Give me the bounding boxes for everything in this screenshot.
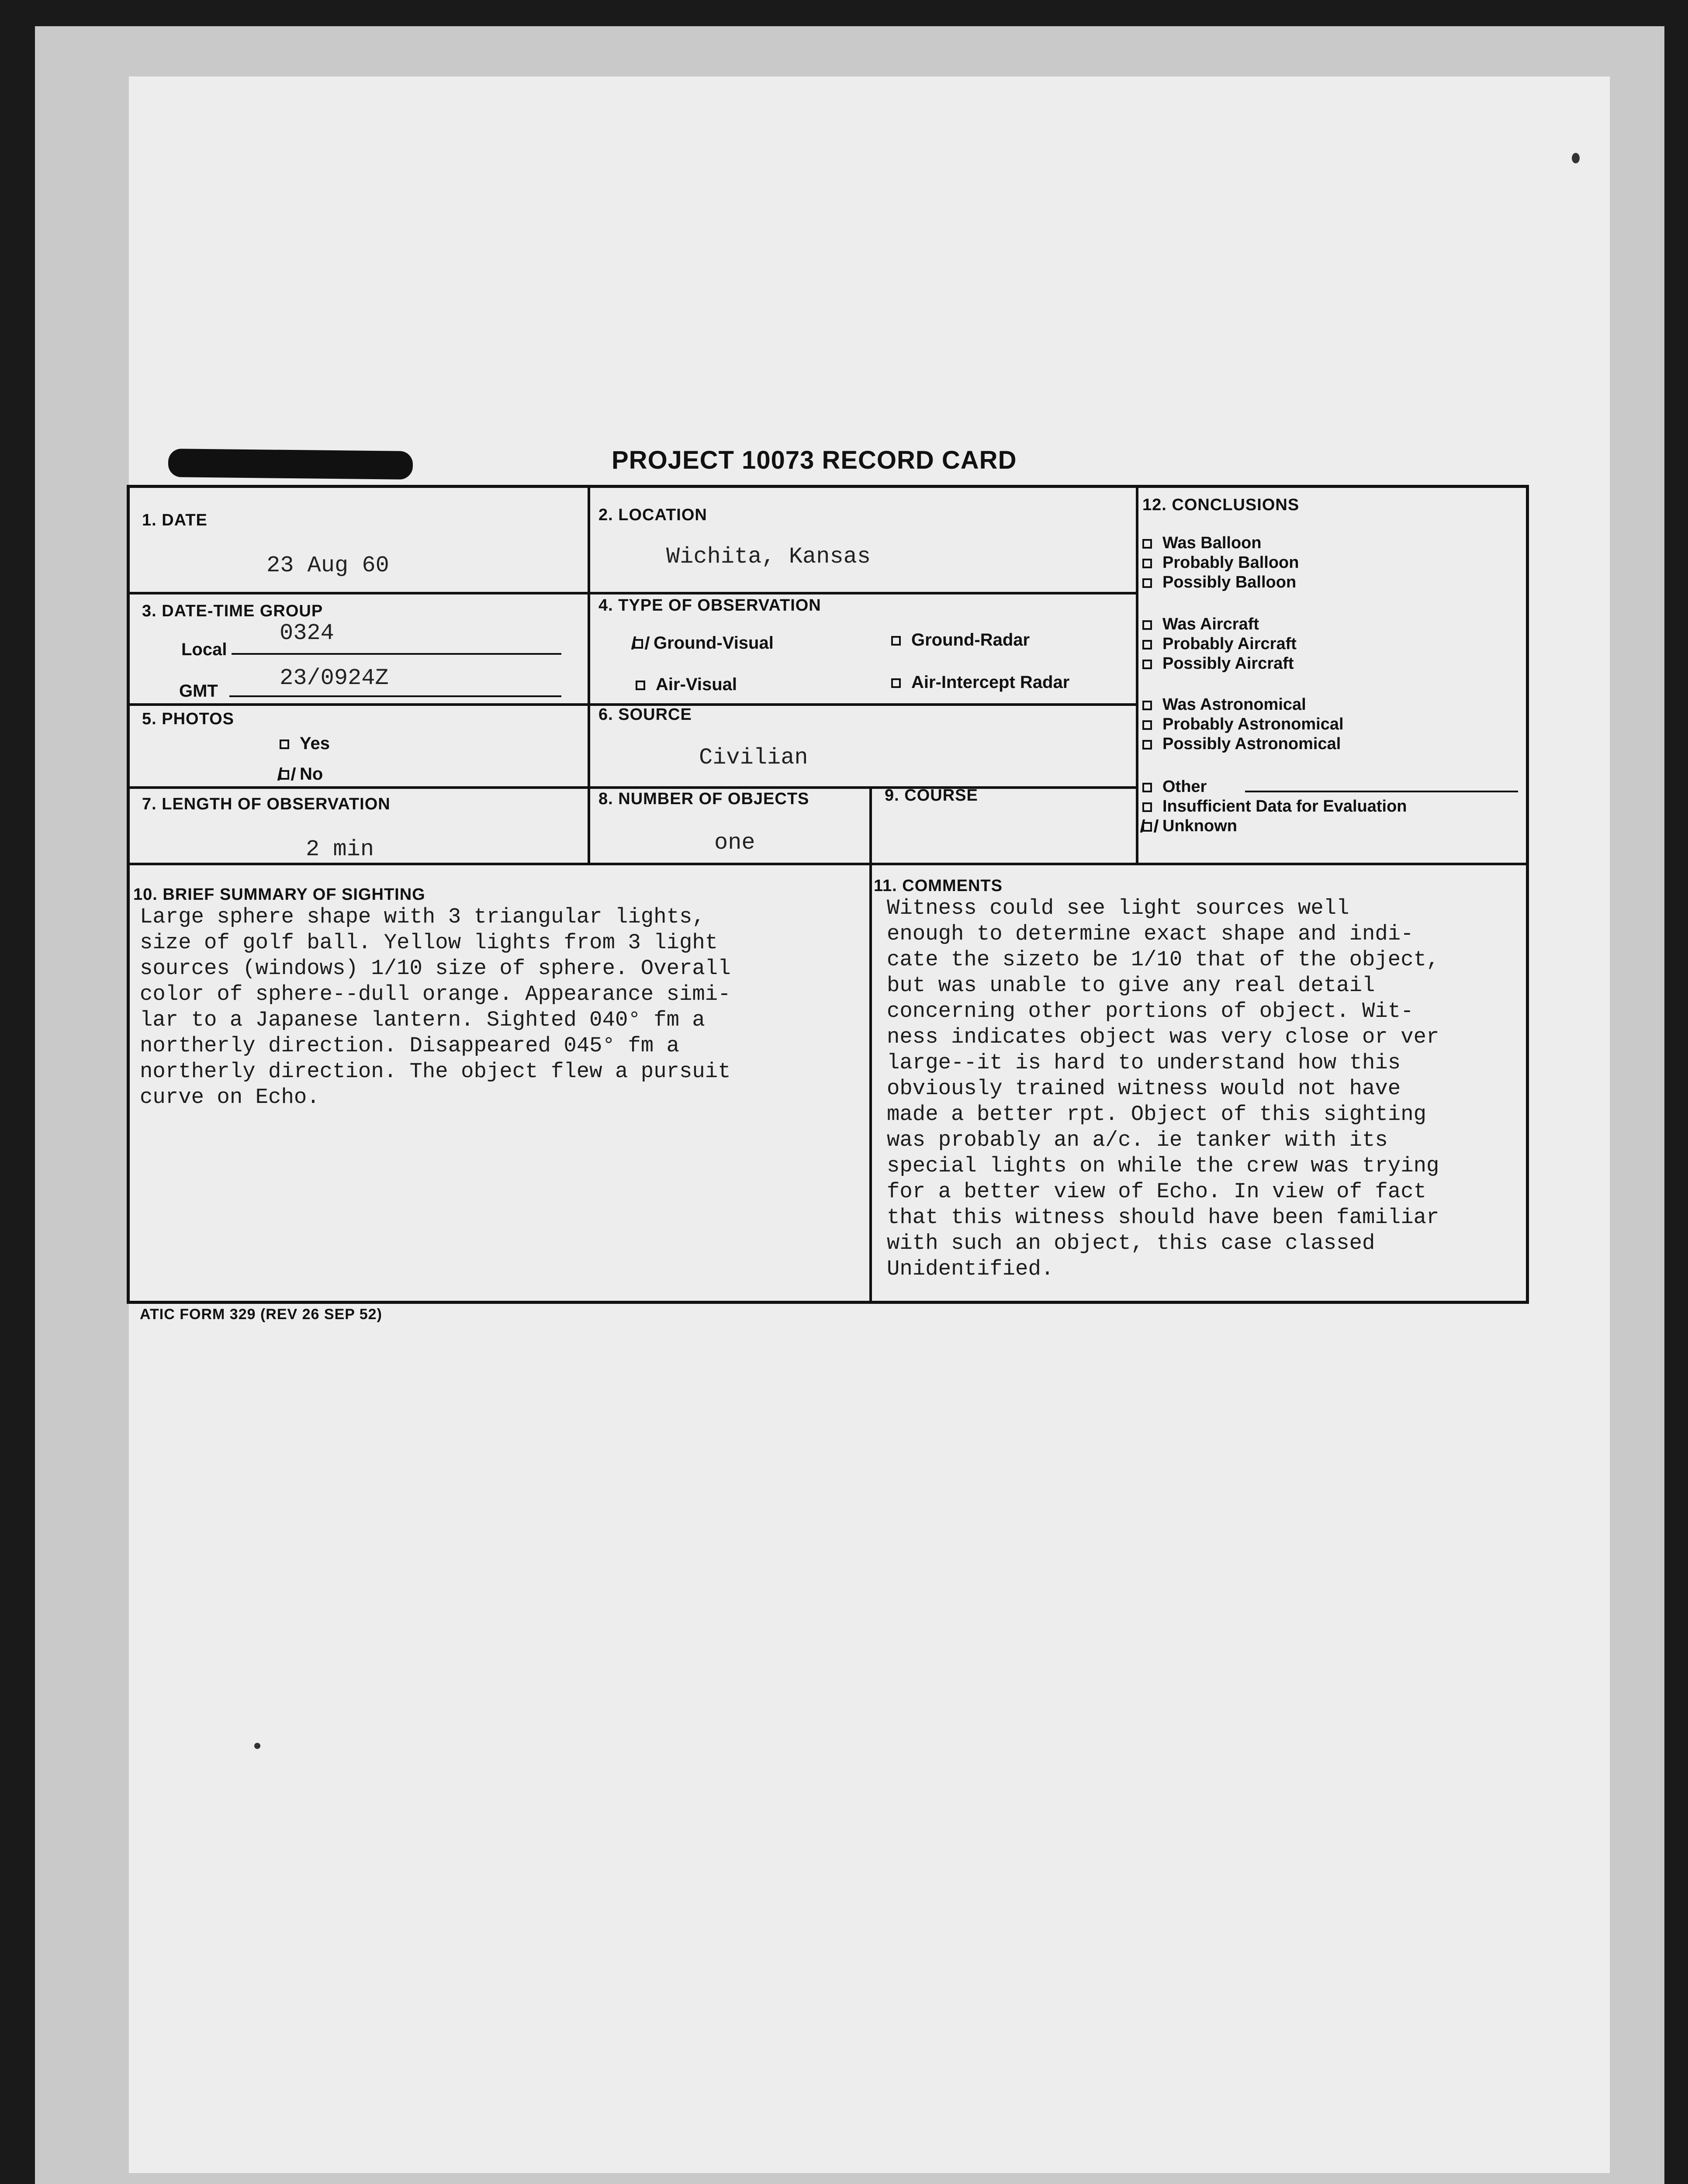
comments-line: but was unable to give any real detail xyxy=(887,973,1375,998)
conclusion-checkbox xyxy=(1142,620,1152,630)
summary-label: 10. BRIEF SUMMARY OF SIGHTING xyxy=(133,885,425,904)
conclusion-option-label: Possibly Astronomical xyxy=(1162,735,1341,753)
conclusion-option xyxy=(1142,654,1294,673)
conclusion-option xyxy=(1142,553,1299,572)
conclusion-option-label: Possibly Aircraft xyxy=(1162,654,1294,673)
length-value: 2 min xyxy=(306,836,374,862)
conclusion-option xyxy=(1142,817,1237,836)
date-label: 1. DATE xyxy=(142,511,208,529)
summary-line: northerly direction. Disappeared 045° fm a xyxy=(140,1033,680,1058)
summary-line: size of golf ball. Yellow lights from 3 light xyxy=(140,930,718,955)
conclusion-option xyxy=(1142,615,1259,634)
card-title: PROJECT 10073 RECORD CARD xyxy=(612,446,1017,474)
comments-line: obviously trained witness would not have xyxy=(887,1076,1401,1101)
conclusion-checkbox xyxy=(1142,640,1152,650)
location-label: 2. LOCATION xyxy=(598,506,707,524)
comments-line: large--it is hard to understand how this xyxy=(887,1051,1401,1075)
length-label: 7. LENGTH OF OBSERVATION xyxy=(142,795,391,813)
gmt-time-value: 23/0924Z xyxy=(280,665,389,691)
air-visual-option: Air-Visual xyxy=(636,675,737,695)
comments-line: Unidentified. xyxy=(887,1257,1054,1281)
ground-visual-option: Ground-Visual xyxy=(633,633,774,653)
conclusion-checkbox xyxy=(1142,802,1152,812)
observation-type-label: 4. TYPE OF OBSERVATION xyxy=(598,596,821,615)
comments-line: Witness could see light sources well xyxy=(887,896,1349,920)
gmt-underline xyxy=(229,695,561,697)
comments-line: that this witness should have been familiar xyxy=(887,1205,1439,1230)
summary-line: color of sphere--dull orange. Appearance simi- xyxy=(140,982,731,1006)
ground-visual-checkbox xyxy=(633,639,643,649)
other-underline xyxy=(1245,791,1518,792)
date-value: 23 Aug 60 xyxy=(266,553,389,578)
photos-label: 5. PHOTOS xyxy=(142,710,235,728)
conclusion-option xyxy=(1142,797,1407,816)
row-divider xyxy=(127,786,1138,789)
comments-line: made a better rpt. Object of this sighting xyxy=(887,1102,1427,1127)
conclusion-checkbox xyxy=(1142,720,1152,730)
row-divider xyxy=(127,863,1529,865)
conclusion-checkbox xyxy=(1142,578,1152,588)
conclusion-checkbox xyxy=(1142,822,1152,832)
conclusion-option-label: Probably Aircraft xyxy=(1162,635,1297,653)
comments-line: for a better view of Echo. In view of fact xyxy=(887,1179,1427,1204)
photos-no-checkbox xyxy=(280,770,289,780)
conclusion-option-label: Was Balloon xyxy=(1162,534,1262,552)
conclusion-option-label: Possibly Balloon xyxy=(1162,573,1297,591)
ground-radar-option: Ground-Radar xyxy=(891,630,1030,650)
conclusion-checkbox xyxy=(1142,660,1152,669)
conclusion-option xyxy=(1142,573,1296,592)
local-time-value: 0324 xyxy=(280,620,334,646)
conclusion-option xyxy=(1142,715,1344,734)
ground-radar-checkbox xyxy=(891,636,901,646)
source-value: Civilian xyxy=(699,745,808,771)
conclusion-checkbox xyxy=(1142,701,1152,710)
film-speck xyxy=(1572,153,1580,163)
col-divider xyxy=(869,786,872,864)
local-underline xyxy=(232,653,561,655)
conclusion-checkbox xyxy=(1142,539,1152,549)
conclusion-option-label: Unknown xyxy=(1162,817,1237,835)
location-value: Wichita, Kansas xyxy=(666,544,871,570)
summary-line: northerly direction. The object flew a pursuit xyxy=(140,1059,731,1084)
conclusion-option xyxy=(1142,534,1262,553)
comments-line: concerning other portions of object. Wit- xyxy=(887,999,1414,1023)
source-label: 6. SOURCE xyxy=(598,705,692,724)
redaction-mark xyxy=(168,449,413,480)
number-of-objects-value: one xyxy=(714,830,755,856)
comments-line: was probably an a/c. ie tanker with its xyxy=(887,1128,1388,1152)
conclusion-checkbox xyxy=(1142,740,1152,750)
summary-line: Large sphere shape with 3 triangular lights, xyxy=(140,905,705,929)
form-identifier: ATIC FORM 329 (REV 26 SEP 52) xyxy=(140,1306,382,1323)
conclusion-option-label: Probably Balloon xyxy=(1162,553,1299,572)
col-divider xyxy=(588,485,590,864)
course-label: 9. COURSE xyxy=(885,786,978,805)
comments-line: enough to determine exact shape and indi- xyxy=(887,922,1414,946)
conclusion-option-label: Was Aircraft xyxy=(1162,615,1259,633)
photos-no-option: No xyxy=(280,764,323,784)
conclusion-option xyxy=(1142,778,1207,796)
conclusion-option-label: Insufficient Data for Evaluation xyxy=(1162,797,1407,816)
comments-line: ness indicates object was very close or ver xyxy=(887,1025,1439,1049)
conclusions-label: 12. CONCLUSIONS xyxy=(1142,496,1300,514)
col-divider xyxy=(869,863,872,1304)
air-visual-checkbox xyxy=(636,681,645,690)
gmt-label: GMT xyxy=(179,681,218,701)
local-label: Local xyxy=(181,640,227,659)
conclusion-option-label: Other xyxy=(1162,778,1207,796)
film-speck xyxy=(254,1743,260,1749)
summary-line: curve on Echo. xyxy=(140,1085,320,1109)
date-time-group-label: 3. DATE-TIME GROUP xyxy=(142,602,323,620)
conclusion-option xyxy=(1142,735,1341,753)
conclusion-checkbox xyxy=(1142,783,1152,792)
comments-label: 11. COMMENTS xyxy=(874,877,1003,895)
air-intercept-radar-checkbox xyxy=(891,678,901,688)
comments-text xyxy=(887,895,1439,1282)
conclusion-option-label: Was Astronomical xyxy=(1162,695,1306,714)
col-divider xyxy=(1136,485,1138,864)
number-of-objects-label: 8. NUMBER OF OBJECTS xyxy=(598,790,809,808)
comments-line: special lights on while the crew was trying xyxy=(887,1154,1439,1178)
conclusion-checkbox xyxy=(1142,559,1152,568)
row-divider xyxy=(127,592,1138,594)
conclusion-option-label: Probably Astronomical xyxy=(1162,715,1344,733)
comments-line: cate the sizeto be 1/10 that of the object, xyxy=(887,947,1439,972)
conclusion-option xyxy=(1142,635,1297,653)
summary-line: sources (windows) 1/10 size of sphere. Overall xyxy=(140,956,731,981)
conclusion-option xyxy=(1142,695,1306,714)
photos-yes-option: Yes xyxy=(280,734,330,753)
summary-line: lar to a Japanese lantern. Sighted 040° fm a xyxy=(140,1008,705,1032)
comments-line: with such an object, this case classed xyxy=(887,1231,1375,1255)
summary-text xyxy=(140,904,731,1110)
air-intercept-radar-option: Air-Intercept Radar xyxy=(891,673,1069,692)
photos-yes-checkbox xyxy=(280,740,289,749)
